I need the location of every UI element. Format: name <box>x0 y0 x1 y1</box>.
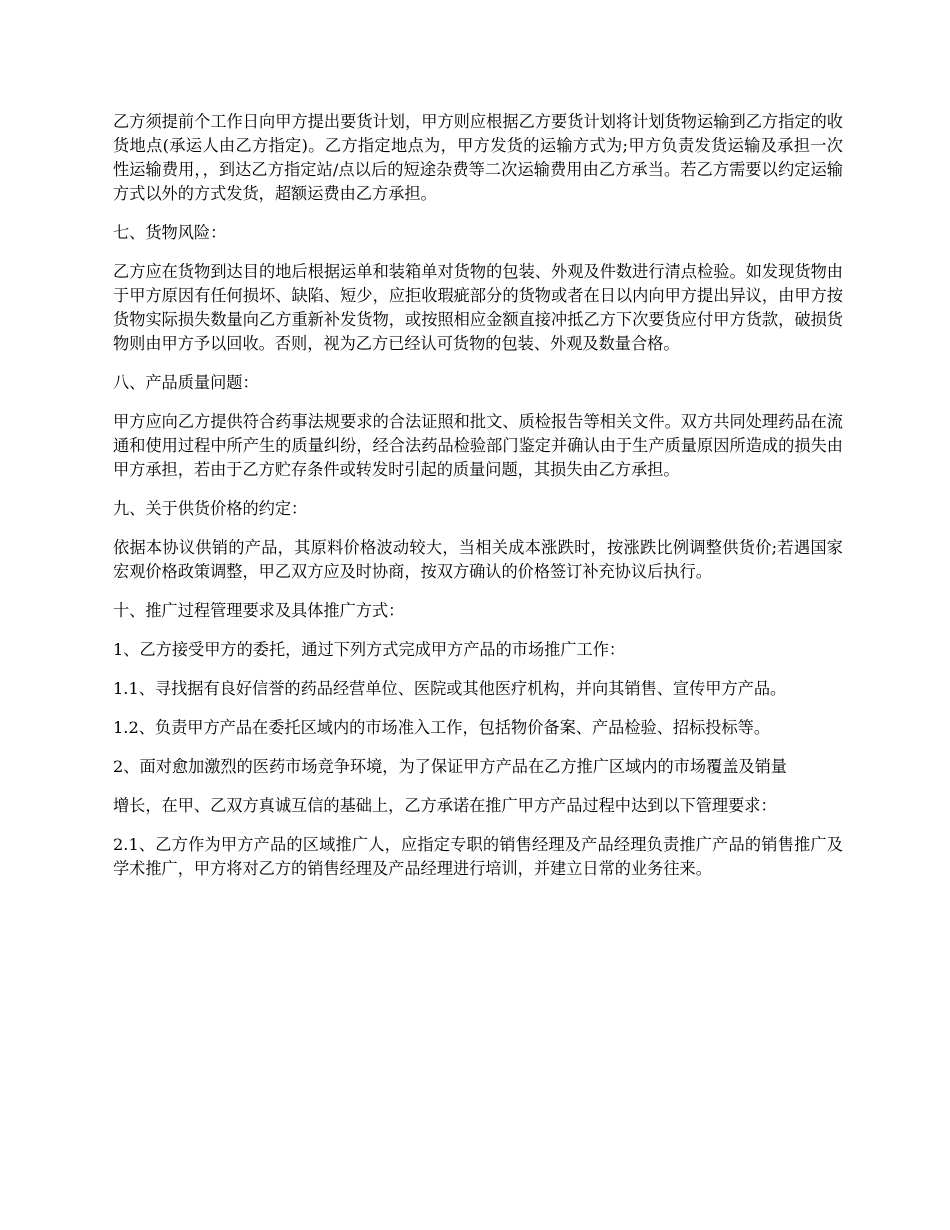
clause-1-paragraph: 1、乙方接受甲方的委托，通过下列方式完成甲方产品的市场推广工作： <box>113 640 626 659</box>
document-page <box>113 110 843 896</box>
delivery-plan-paragraph: 乙方须提前个工作日向甲方提出要货计划，甲方则应根据乙方要货计划将计划货物运输到乙方指定的收货地点(承运人由乙方指定)。乙方指定地点为，甲方发货的运输方式为;甲方负责发货运输及承担一次性运输费用，，到达乙方指定站/点以后的短途杂费等二次运输费用由乙方承当。若乙方需要以约定运输方式以外的方式发货，超额运费由乙方承担。 <box>113 112 843 203</box>
supply-price-paragraph: 依据本协议供销的产品，其原料价格波动较大，当相关成本涨跌时，按涨跌比例调整供货价;若遇国家宏观价格政策调整，甲乙双方应及时协商，按双方确认的价格签订补充协议后执行。 <box>113 538 843 581</box>
clause-1-1-paragraph: 1.1、寻找据有良好信誉的药品经营单位、医院或其他医疗机构，并向其销售、宣传甲方产品。 <box>113 679 787 698</box>
clause-2-1-paragraph: 2.1、乙方作为甲方产品的区域推广人，应指定专职的销售经理及产品经理负责推广产品的销售推广及学术推广，甲方将对乙方的销售经理及产品经理进行培训，并建立日常的业务往来。 <box>113 835 843 878</box>
section-8-heading: 八、产品质量问题： <box>113 373 259 392</box>
goods-risk-paragraph: 乙方应在货物到达目的地后根据运单和装箱单对货物的包装、外观及件数进行清点检验。如发现货物由于甲方原因有任何损坏、缺陷、短少，应拒收瑕疵部分的货物或者在日以内向甲方提出异议，由甲方按货物实际损失数量向乙方重新补发货物，或按照相应金额直接冲抵乙方下次要货应付甲方货款，破损货物则由甲方予以回收。否则，视为乙方已经认可货物的包装、外观及数量合格。 <box>113 262 843 353</box>
section-7-heading: 七、货物风险： <box>113 223 227 242</box>
product-quality-paragraph: 甲方应向乙方提供符合药事法规要求的合法证照和批文、质检报告等相关文件。双方共同处理药品在流通和使用过程中所产生的质量纠纷，经合法药品检验部门鉴定并确认由于生产质量原因所造成的损失由甲方承担，若由于乙方贮存条件或转发时引起的质量问题，其损失由乙方承担。 <box>113 412 843 479</box>
clause-1-2-paragraph: 1.2、负责甲方产品在委托区域内的市场准入工作，包括物价备案、产品检验、招标投标等。 <box>113 718 771 737</box>
clause-2-paragraph: 2、面对愈加激烈的医药市场竞争环境，为了保证甲方产品在乙方推广区域内的市场覆盖及销量 <box>113 757 787 776</box>
section-10-heading: 十、推广过程管理要求及具体推广方式： <box>113 601 405 620</box>
section-9-heading: 九、关于供货价格的约定： <box>113 499 308 518</box>
clause-2-continued-paragraph: 增长，在甲、乙双方真诚互信的基础上，乙方承诺在推广甲方产品过程中达到以下管理要求： <box>113 796 777 815</box>
